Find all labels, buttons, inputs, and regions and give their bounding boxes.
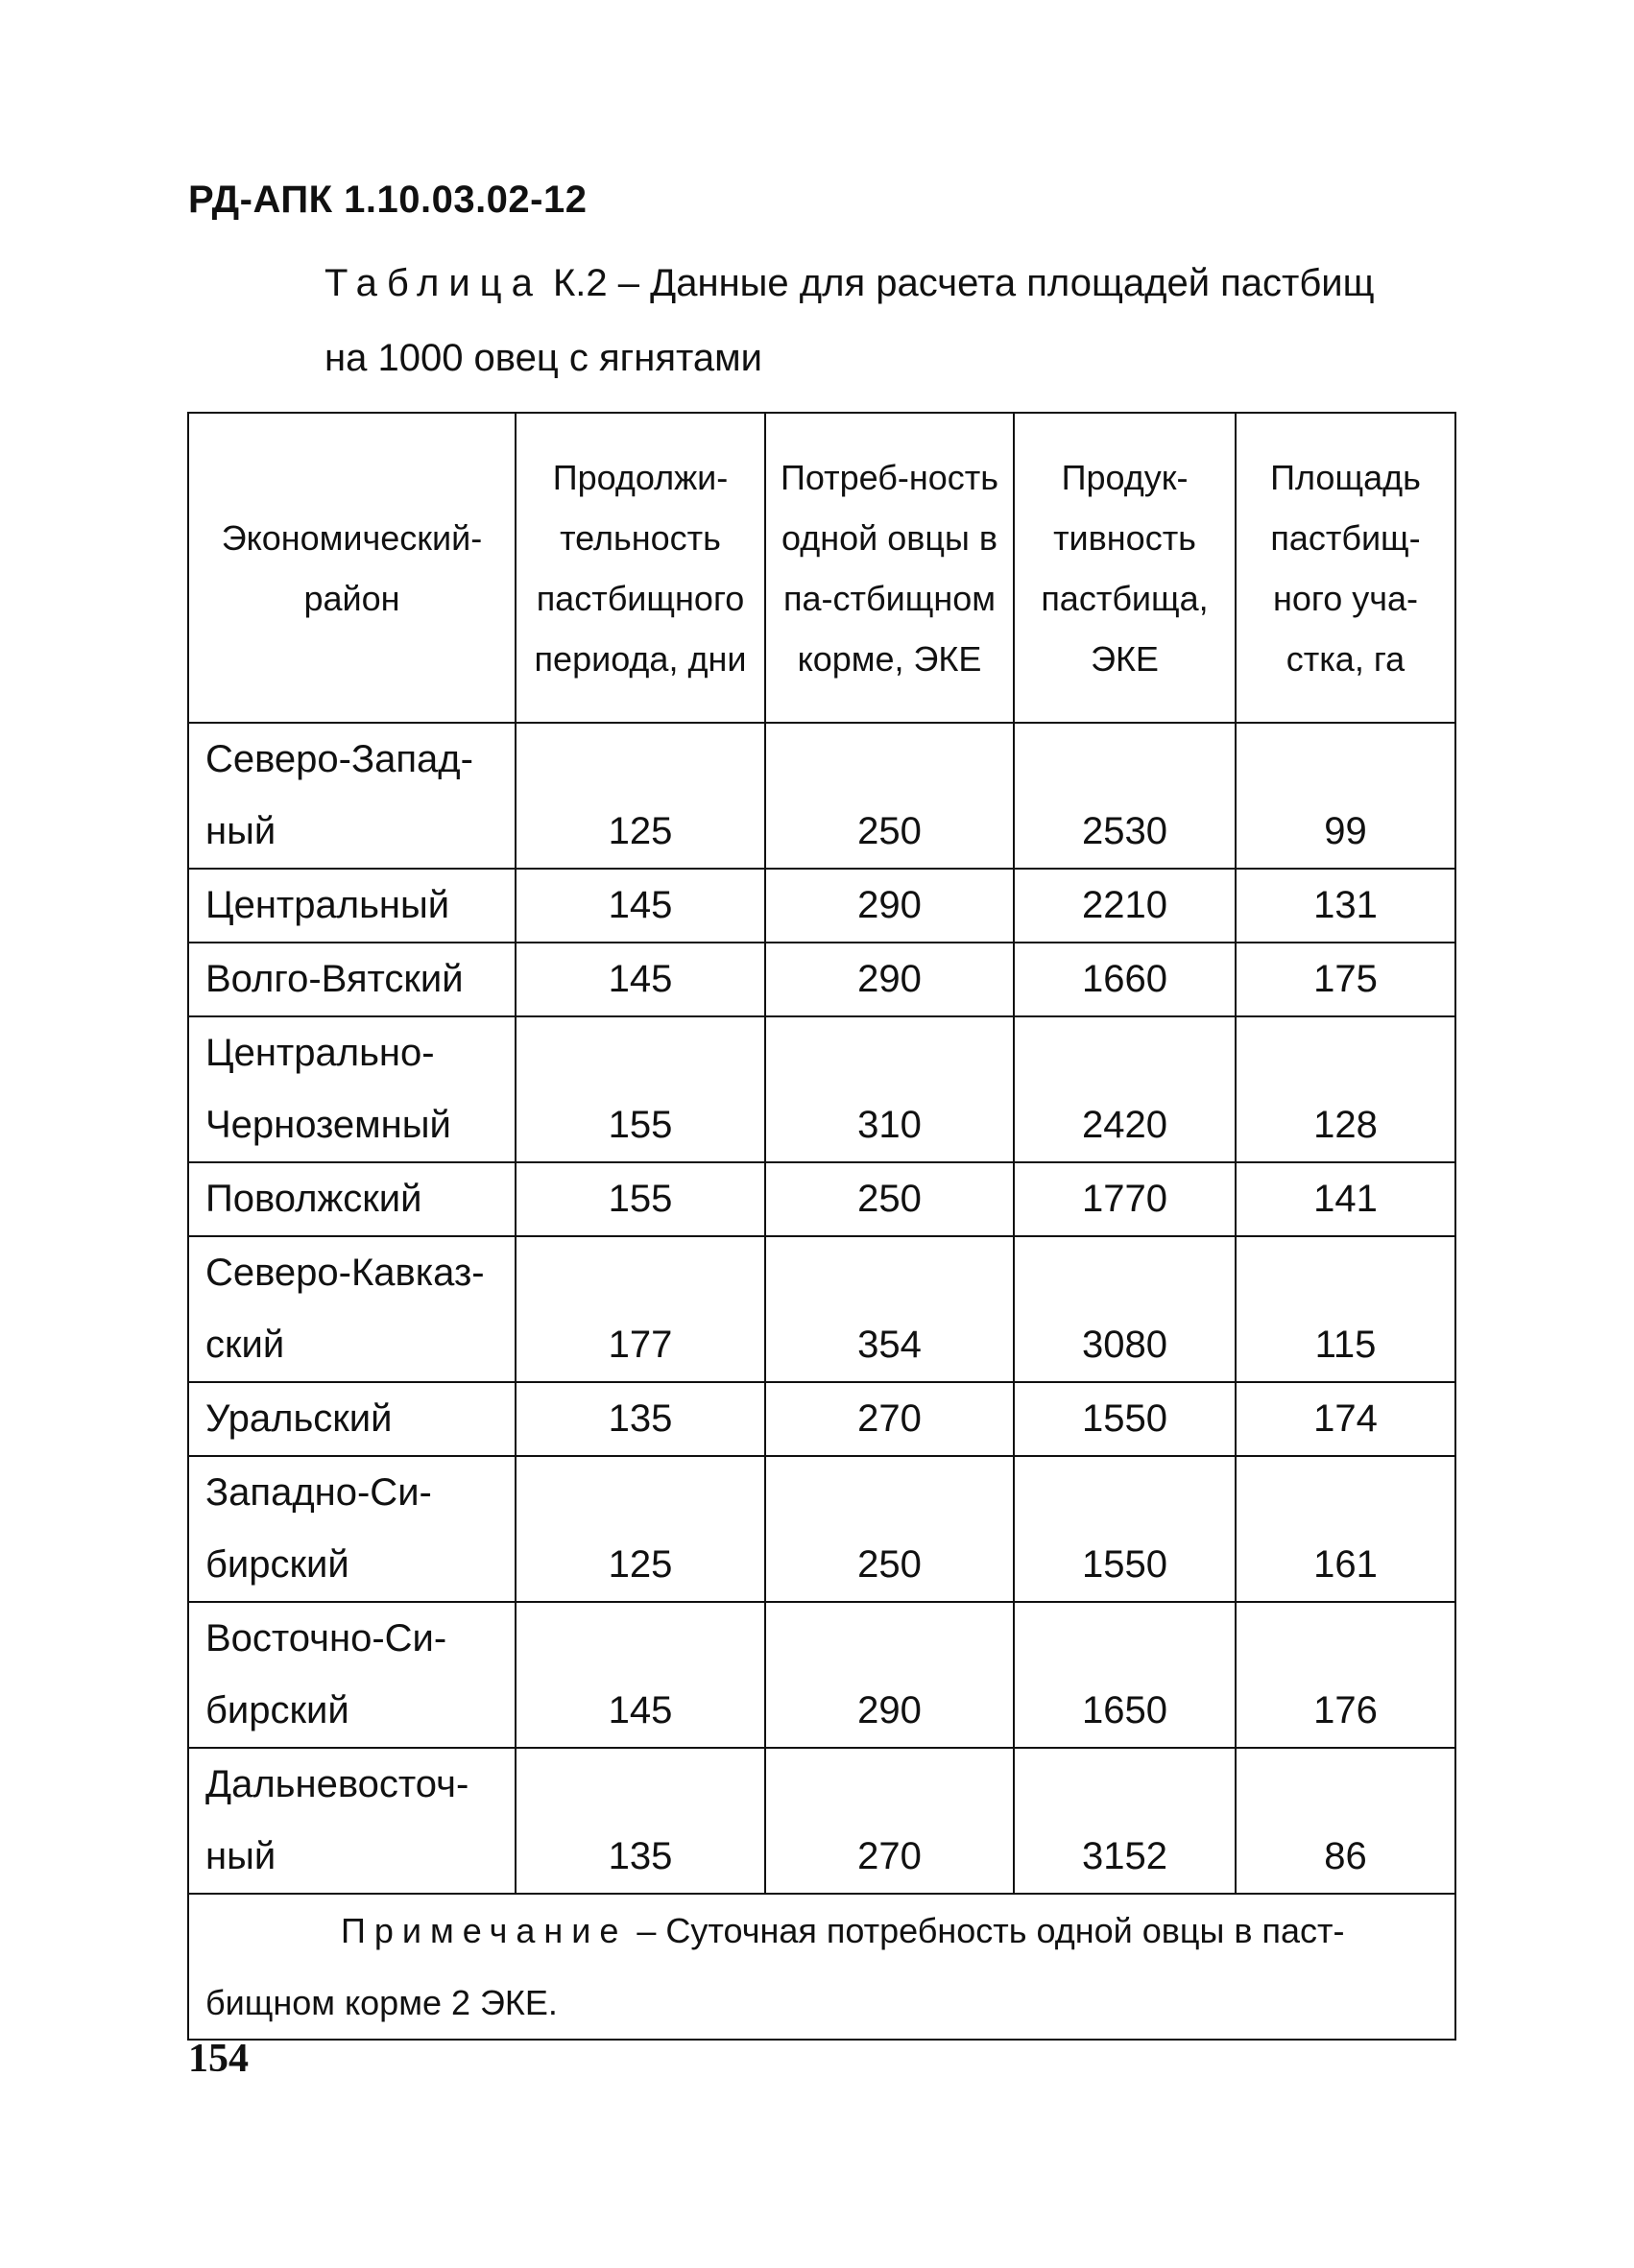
cell-area: 176 — [1236, 1602, 1455, 1748]
cell-region: Волго-Вятский — [188, 943, 516, 1016]
column-header-area: Площадь пастбищ-ного уча-стка, га — [1236, 413, 1455, 723]
cell-area: 131 — [1236, 869, 1455, 943]
cell-need: 250 — [765, 723, 1014, 869]
cell-productivity: 1770 — [1014, 1162, 1236, 1236]
note-label: Примечание — [341, 1911, 628, 1950]
cell-days: 155 — [516, 1162, 765, 1236]
table-row — [188, 1602, 1455, 1748]
cell-region: Дальневосточ-ный — [188, 1748, 516, 1894]
cell-days: 177 — [516, 1236, 765, 1382]
cell-productivity: 1650 — [1014, 1602, 1236, 1748]
cell-productivity: 2420 — [1014, 1016, 1236, 1162]
pasture-data-table — [187, 412, 1456, 2041]
cell-area: 174 — [1236, 1382, 1455, 1456]
table-row — [188, 1236, 1455, 1382]
cell-area: 99 — [1236, 723, 1455, 869]
cell-region: Западно-Си-бирский — [188, 1456, 516, 1602]
cell-need: 290 — [765, 1602, 1014, 1748]
cell-need: 290 — [765, 869, 1014, 943]
cell-need: 270 — [765, 1748, 1014, 1894]
table-row — [188, 1456, 1455, 1602]
cell-area: 128 — [1236, 1016, 1455, 1162]
cell-region: Северо-Запад-ный — [188, 723, 516, 869]
table-row — [188, 869, 1455, 943]
document-code: РД-АПК 1.10.03.02-12 — [188, 179, 588, 221]
cell-days: 155 — [516, 1016, 765, 1162]
cell-need: 250 — [765, 1456, 1014, 1602]
cell-days: 125 — [516, 1456, 765, 1602]
cell-area: 161 — [1236, 1456, 1455, 1602]
cell-area: 115 — [1236, 1236, 1455, 1382]
note-text-line1: – Суточная потребность одной овцы в паст- — [637, 1911, 1345, 1950]
page-number: 154 — [188, 2037, 249, 2081]
cell-productivity: 2210 — [1014, 869, 1236, 943]
caption-label: Таблица — [324, 262, 542, 304]
cell-days: 135 — [516, 1382, 765, 1456]
cell-productivity: 3152 — [1014, 1748, 1236, 1894]
caption-dash: – — [617, 262, 640, 304]
cell-days: 145 — [516, 943, 765, 1016]
cell-need: 270 — [765, 1382, 1014, 1456]
table-row — [188, 1162, 1455, 1236]
column-header-days: Продолжи-тельность пастбищного периода, дни — [516, 413, 765, 723]
caption-title-line2: на 1000 овец с ягнятами — [324, 337, 762, 379]
cell-region: Центральный — [188, 869, 516, 943]
cell-region: Центрально-Черноземный — [188, 1016, 516, 1162]
table-row — [188, 943, 1455, 1016]
caption-number: К.2 — [552, 262, 608, 304]
table-row — [188, 1748, 1455, 1894]
cell-need: 290 — [765, 943, 1014, 1016]
cell-region: Уральский — [188, 1382, 516, 1456]
cell-area: 141 — [1236, 1162, 1455, 1236]
cell-productivity: 3080 — [1014, 1236, 1236, 1382]
table-caption — [324, 246, 1477, 395]
note-text-line2: бищном корме 2 ЭКЕ. — [205, 1983, 558, 2022]
table-note — [188, 1894, 1455, 2040]
cell-need: 354 — [765, 1236, 1014, 1382]
cell-days: 135 — [516, 1748, 765, 1894]
caption-title-line1: Данные для расчета площадей пастбищ — [650, 262, 1375, 304]
cell-productivity: 1550 — [1014, 1456, 1236, 1602]
table-header-row — [188, 413, 1455, 723]
cell-days: 125 — [516, 723, 765, 869]
cell-productivity: 1660 — [1014, 943, 1236, 1016]
cell-productivity: 1550 — [1014, 1382, 1236, 1456]
column-header-need: Потреб-ность одной овцы в па-стбищном корме, ЭКЕ — [765, 413, 1014, 723]
cell-region: Восточно-Си-бирский — [188, 1602, 516, 1748]
column-header-productivity: Продук-тивность пастбища, ЭКЕ — [1014, 413, 1236, 723]
cell-area: 175 — [1236, 943, 1455, 1016]
cell-region: Северо-Кавказ-ский — [188, 1236, 516, 1382]
column-header-region: Экономический-район — [188, 413, 516, 723]
cell-area: 86 — [1236, 1748, 1455, 1894]
cell-days: 145 — [516, 869, 765, 943]
cell-productivity: 2530 — [1014, 723, 1236, 869]
table-row — [188, 723, 1455, 869]
table-note-row — [188, 1894, 1455, 2040]
cell-region: Поволжский — [188, 1162, 516, 1236]
cell-need: 310 — [765, 1016, 1014, 1162]
cell-days: 145 — [516, 1602, 765, 1748]
table-row — [188, 1382, 1455, 1456]
cell-need: 250 — [765, 1162, 1014, 1236]
table-row — [188, 1016, 1455, 1162]
